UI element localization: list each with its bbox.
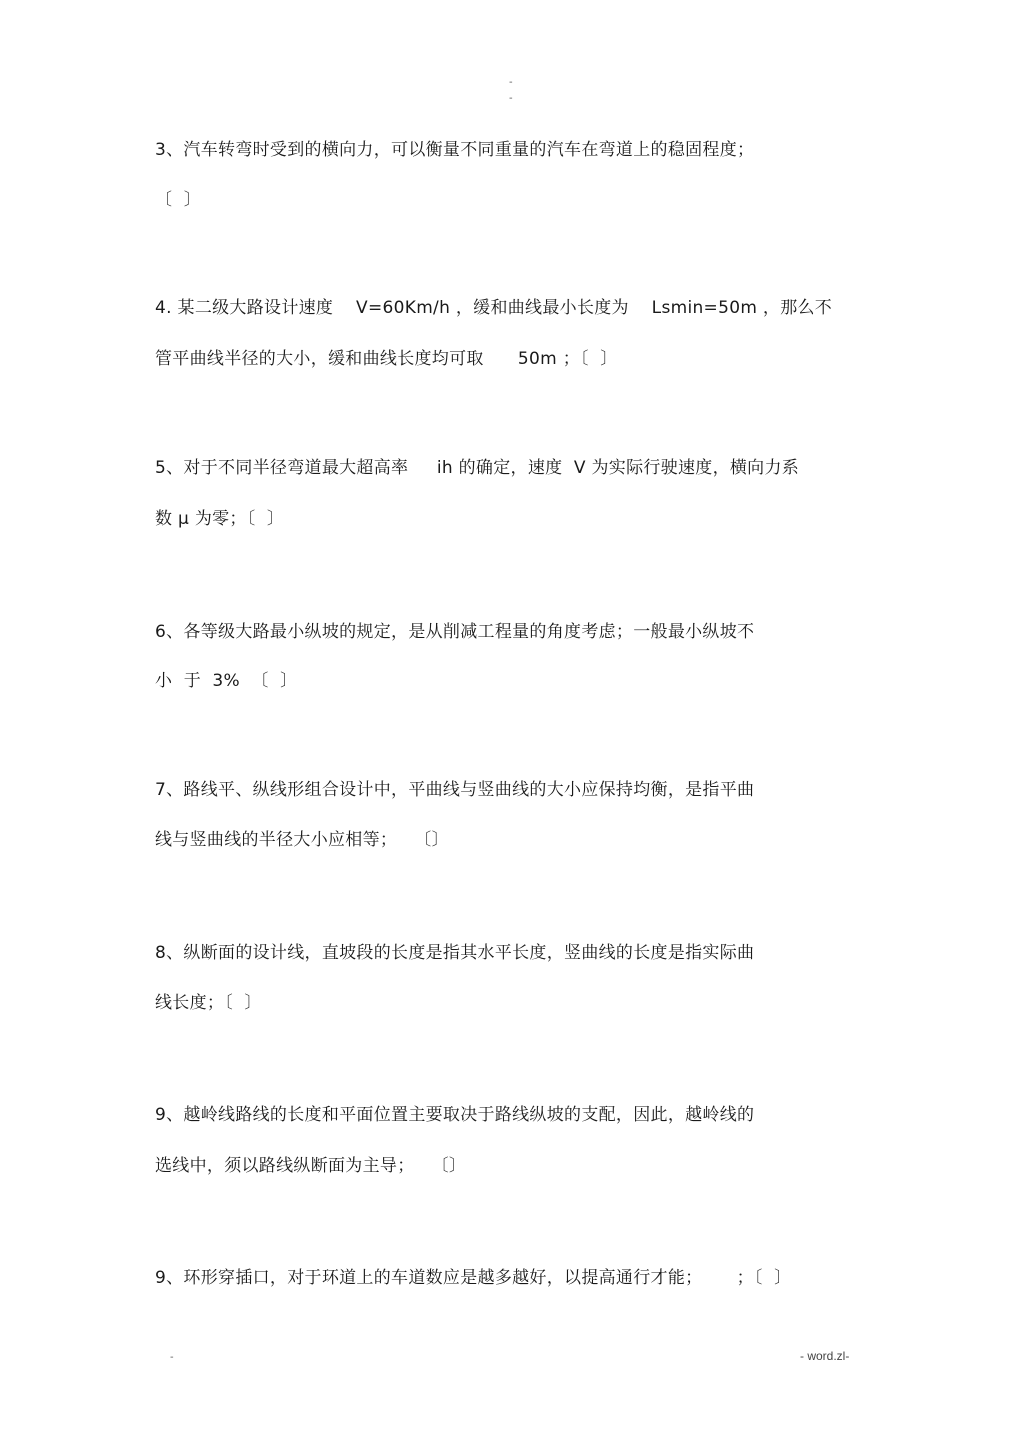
q7-line-1: 7、路线平、纵线形组合设计中，平曲线与竖曲线的大小应保持均衡，是指平曲 xyxy=(155,780,755,800)
q5-line-2: 数 μ 为零；〔 〕 xyxy=(155,509,285,529)
q9a-line-2: 选线中，须以路线纵断面为主导； 〔〕 xyxy=(155,1156,467,1176)
q6-line-1: 6、各等级大路最小纵坡的规定，是从削减工程量的角度考虑；一般最小纵坡不 xyxy=(155,622,755,642)
q7-line-2: 线与竖曲线的半径大小应相等； 〔〕 xyxy=(155,830,449,850)
header-mark-top: - xyxy=(509,77,513,88)
q8-line-2: 线长度；〔 〕 xyxy=(155,993,262,1013)
q3-line-2: 〔 〕 xyxy=(155,190,202,210)
q4-line-2: 管平曲线半径的大小，缓和曲线长度均可取 50m ；〔 〕 xyxy=(155,349,618,369)
q8-line-1: 8、纵断面的设计线，直坡段的长度是指其水平长度，竖曲线的长度是指实际曲 xyxy=(155,943,755,963)
footer-left-mark: - xyxy=(170,1352,174,1363)
q5-line-1: 5、对于不同半径弯道最大超高率 ih 的确定，速度 V 为实际行驶速度，横向力系 xyxy=(155,458,800,478)
q6-line-2: 小 于 3% 〔 〕 xyxy=(155,671,298,691)
q3-line-1: 3、汽车转弯时受到的横向力，可以衡量不同重量的汽车在弯道上的稳固程度； xyxy=(155,140,755,160)
header-mark-bottom: - xyxy=(509,93,513,104)
footer-source: - word.zl- xyxy=(800,1349,850,1363)
q9b-line-1: 9、环形穿插口，对于环道上的车道数应是越多越好，以提高通行才能； ；〔 〕 xyxy=(155,1268,792,1288)
q4-line-1: 4. 某二级大路设计速度 V=60Km/h ，缓和曲线最小长度为 Lsmin=50m ，那么不 xyxy=(155,298,833,318)
q9a-line-1: 9、越岭线路线的长度和平面位置主要取决于路线纵坡的支配，因此，越岭线的 xyxy=(155,1105,755,1125)
